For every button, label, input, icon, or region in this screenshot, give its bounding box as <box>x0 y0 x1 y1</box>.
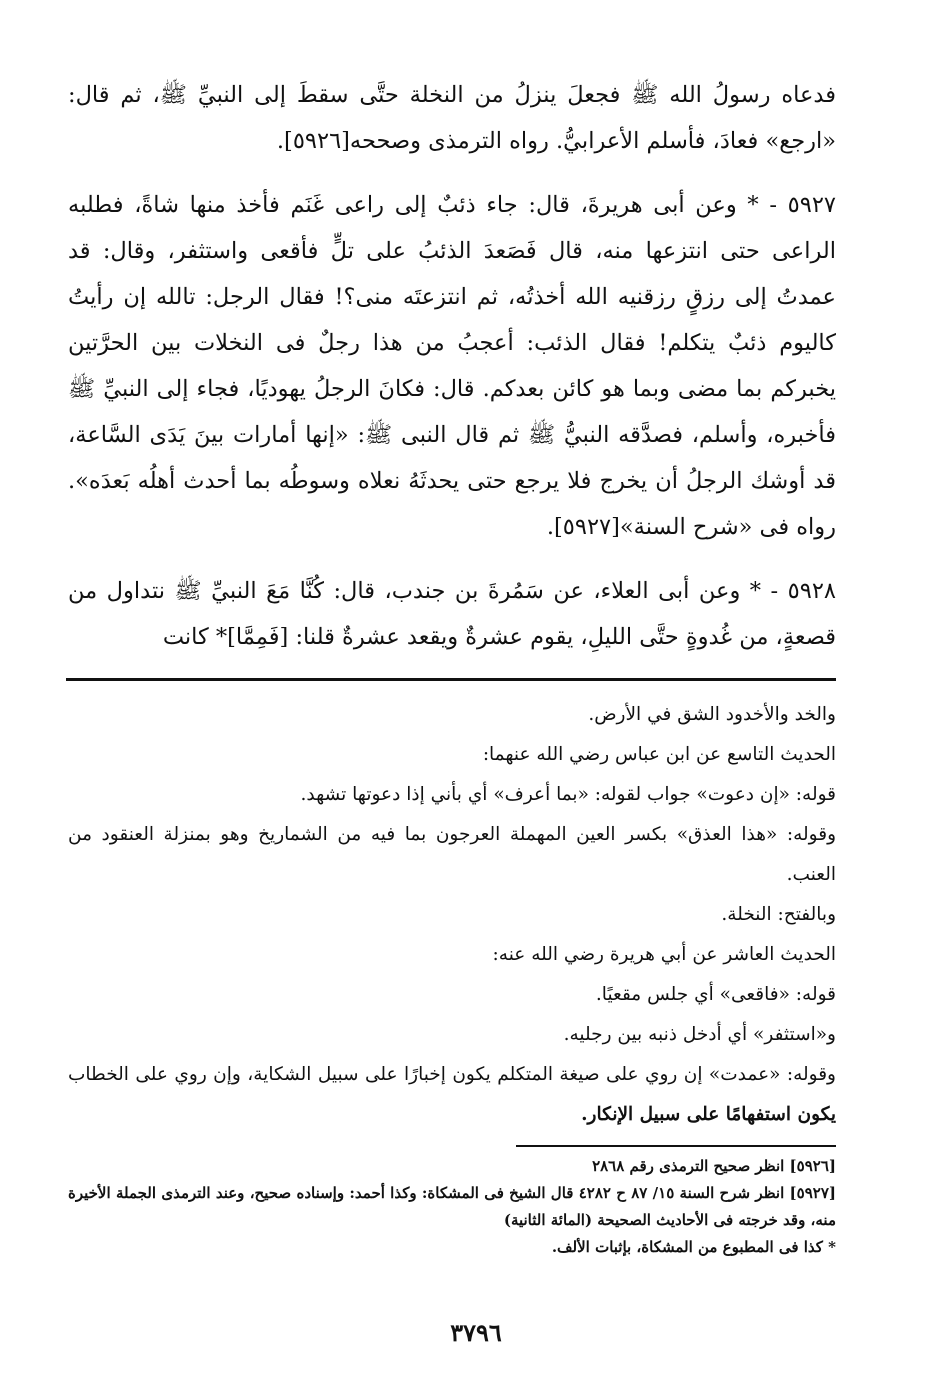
footnote-divider <box>516 1145 836 1147</box>
commentary-line: و«استثفر» أي أدخل ذنبه بين رجليه. <box>563 1024 836 1045</box>
commentary-line <box>68 1055 836 1135</box>
commentary-bold-text: يكون استفهامًا على سبيل الإنكار. <box>581 1104 836 1125</box>
footnote-5927: [٥٩٢٧] انظر شرح السنة ١٥/ ٨٧ ح ٤٢٨٢ قال الشيخ فى المشكاة: وكذا أحمد: وإسناده صحيح، وعند الترمذى الجملة الأخيرة منه، وقد خرجته فى الأحاديث الصحيحة (المائة الثانية) <box>68 1184 837 1229</box>
commentary-heading: الحديث التاسع عن ابن عباس رضي الله عنهما: <box>482 744 836 765</box>
footnote-5926: [٥٩٢٦] انظر صحيح الترمذى رقم ٢٨٦٨ <box>592 1157 836 1175</box>
hadith-5927: ٥٩٢٧ - * وعن أبى هريرةَ، قال: جاء ذئبٌ إلى راعى غَنَم فأخذ منها شاةً، فطلبه الراعى حتى انتزعها منه، قال فَصَعدَ الذئبُ على تلٍّ فأقعى واستثفر، وقال: قد عمدتُ إلى رزقٍ رزقنيه الله أخذتُه، ثم انتزعتَه منى؟! فقال الرجل: تالله إن رأيتُ كاليوم ذئبٌ يتكلم! فقال الذئب: أعجبُ من هذا رجلٌ فى النخلات بين الحرَّتين يخبركم بما مضى وبما هو كائن بعدكم. قال: فكانَ الرجلُ يهوديًا، فجاء إلى النبيِّ ﷺ فأخبره، وأسلم، فصدَّقه النبيُّ ﷺ ثم قال النبى ﷺ: «إنها أمارات بينَ يَدَى السَّاعة، قد أوشك الرجلُ أن يخرج فلا يرجع حتى يحدثَهُ نعلاه وسوطُه بما أحدث أهلُه بَعدَه». رواه فى «شرح السنة»[٥٩٢٧]. <box>68 192 836 540</box>
hadith-text <box>68 72 836 660</box>
commentary-line: قوله: «فاقعى» أي جلس مقعيًا. <box>595 984 836 1005</box>
commentary-divider <box>66 678 836 681</box>
commentary-line: وبالفتح: النخلة. <box>721 904 836 925</box>
footnotes <box>68 1153 836 1261</box>
hadith-5926-ending: فدعاه رسولُ الله ﷺ فجعلَ ينزلُ من النخلة حتَّى سقطَ إلى النبيِّ ﷺ، ثم قال: «ارجع» فعادَ، فأسلم الأعرابيُّ. رواه الترمذى وصححه[٥٩٢٦]. <box>68 82 836 154</box>
commentary-line: وقوله: «هذا العذق» بكسر العين المهملة العرجون بما فيه من الشماريخ وهو بمنزلة العنقود من العنب. <box>68 824 836 885</box>
commentary-line: قوله: «إن دعوت» جواب لقوله: «بما أعرف» أي بأني إذا دعوتها تشهد. <box>300 784 836 805</box>
hadith-5928-start: ٥٩٢٨ - * وعن أبى العلاء، عن سَمُرةَ بن جندب، قال: كُنَّا مَعَ النبيِّ ﷺ نتداول من قصعةٍ، من غُدوةٍ حتَّى الليلِ، يقوم عشرةٌ ويقعد عشرةٌ قلنا: [فَمِمَّا]* كانت <box>68 578 836 650</box>
page-number: ٣٧٩٦ <box>450 1318 502 1347</box>
footnote-star: * كذا فى المطبوع من المشكاة، بإثبات الألف. <box>551 1238 836 1256</box>
commentary-heading: الحديث العاشر عن أبي هريرة رضي الله عنه: <box>492 944 836 965</box>
commentary-line: والخد والأخدود الشق في الأرض. <box>588 704 836 725</box>
commentary-text: وقوله: «عمدت» إن روي على صيغة المتكلم يكون إخبارًا على سبيل الشكاية، وإن روي على الخطاب <box>68 1064 836 1085</box>
commentary-section <box>68 695 836 1135</box>
